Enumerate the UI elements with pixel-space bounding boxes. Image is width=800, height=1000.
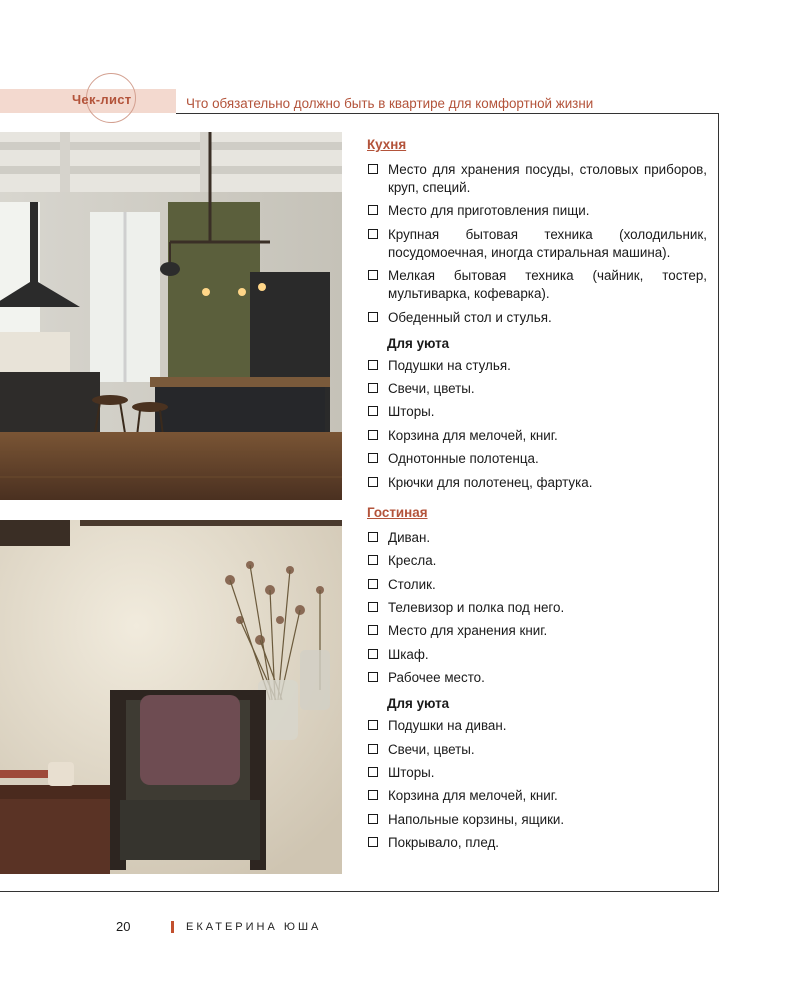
list-item[interactable] [367, 834, 707, 852]
list-item[interactable] [367, 717, 707, 735]
living-room-photo [0, 520, 342, 874]
list-item[interactable] [367, 403, 707, 421]
footer-accent-bar [171, 921, 174, 933]
list-item[interactable] [367, 309, 707, 327]
list-item[interactable] [367, 552, 707, 570]
list-item-label: Свечи, цветы. [388, 741, 475, 757]
checkbox-icon[interactable] [368, 453, 378, 463]
box-border-right [718, 113, 719, 892]
checklist-tag: Чек-лист [72, 92, 132, 107]
list-item[interactable] [367, 450, 707, 468]
list-item-label: Место для хранения книг. [388, 623, 548, 639]
list-item[interactable] [367, 267, 707, 303]
list-item-label: Подушки на диван. [388, 718, 507, 734]
list-item-label: Покрывало, плед. [388, 835, 500, 851]
kitchen-comfort-list [367, 357, 707, 492]
box-border-bottom [0, 891, 719, 892]
list-item-label: Свечи, цветы. [388, 380, 475, 396]
kitchen-photo [0, 132, 342, 500]
author-name: ЕКАТЕРИНА ЮША [186, 921, 322, 933]
list-item-label: Телевизор и полка под него. [388, 600, 565, 616]
list-item-label: Однотонные полотенца. [388, 451, 539, 467]
list-item-label: Обеденный стол и стулья. [388, 309, 552, 325]
section-title-kitchen: Кухня [367, 137, 407, 152]
checkbox-icon[interactable] [368, 790, 378, 800]
checkbox-icon[interactable] [368, 625, 378, 635]
checklist [367, 135, 707, 858]
list-item-label: Подушки на стулья. [388, 357, 511, 373]
list-item[interactable] [367, 599, 707, 617]
checkbox-icon[interactable] [368, 579, 378, 589]
list-item-label: Кресла. [388, 553, 437, 569]
list-item-label: Корзина для мелочей, книг. [388, 427, 558, 443]
checkbox-icon[interactable] [368, 744, 378, 754]
checkbox-icon[interactable] [368, 532, 378, 542]
list-item[interactable] [367, 380, 707, 398]
list-item[interactable] [367, 161, 707, 197]
list-item-label: Крючки для полотенец, фартука. [388, 474, 593, 490]
list-item[interactable] [367, 427, 707, 445]
list-item[interactable] [367, 202, 707, 220]
checkbox-icon[interactable] [368, 649, 378, 659]
page-title: Что обязательно должно быть в квартире для комфортной жизни [186, 96, 594, 111]
checkbox-icon[interactable] [368, 312, 378, 322]
list-item-label: Корзина для мелочей, книг. [388, 788, 558, 804]
list-item-label: Шторы. [388, 765, 435, 781]
checkbox-icon[interactable] [368, 164, 378, 174]
list-item[interactable] [367, 474, 707, 492]
subsection-title-comfort-living: Для уюта [387, 696, 450, 712]
list-item[interactable] [367, 622, 707, 640]
checkbox-icon[interactable] [368, 270, 378, 280]
list-item[interactable] [367, 529, 707, 547]
list-item-label: Шкаф. [388, 646, 429, 662]
list-item-label: Шторы. [388, 404, 435, 420]
checkbox-icon[interactable] [368, 602, 378, 612]
list-item[interactable] [367, 576, 707, 594]
living-items-list [367, 529, 707, 687]
list-item-label: Крупная бытовая техника (холодильник, посудомоечная, иногда стиральная машина). [388, 226, 707, 260]
kitchen-items-list [367, 161, 707, 327]
checkbox-icon[interactable] [368, 672, 378, 682]
list-item-label: Напольные корзины, ящики. [388, 811, 565, 827]
subsection-title-comfort-kitchen: Для уюта [387, 335, 450, 351]
list-item[interactable] [367, 764, 707, 782]
checkbox-icon[interactable] [368, 205, 378, 215]
list-item-label: Мелкая бытовая техника (чайник, тостер, мультиварка, кофеварка). [388, 268, 707, 302]
header-rule [176, 113, 718, 114]
checkbox-icon[interactable] [368, 406, 378, 416]
checkbox-icon[interactable] [368, 814, 378, 824]
checkbox-icon[interactable] [368, 555, 378, 565]
checkbox-icon[interactable] [368, 360, 378, 370]
list-item-label: Рабочее место. [388, 670, 485, 686]
list-item[interactable] [367, 741, 707, 759]
list-item[interactable] [367, 787, 707, 805]
list-item[interactable] [367, 357, 707, 375]
list-item[interactable] [367, 226, 707, 262]
list-item[interactable] [367, 669, 707, 687]
list-item[interactable] [367, 646, 707, 664]
checkbox-icon[interactable] [368, 383, 378, 393]
living-comfort-list [367, 717, 707, 852]
list-item-label: Столик. [388, 576, 436, 592]
checkbox-icon[interactable] [368, 229, 378, 239]
checkbox-icon[interactable] [368, 477, 378, 487]
page-number: 20 [116, 919, 131, 934]
checkbox-icon[interactable] [368, 767, 378, 777]
section-title-living-room: Гостиная [367, 504, 428, 520]
checkbox-icon[interactable] [368, 720, 378, 730]
checkbox-icon[interactable] [368, 430, 378, 440]
list-item-label: Место для хранения посуды, столовых приборов, круп, специй. [388, 162, 707, 195]
list-item[interactable] [367, 811, 707, 829]
list-item-label: Место для приготовления пищи. [388, 203, 590, 219]
checkbox-icon[interactable] [368, 837, 378, 847]
list-item-label: Диван. [388, 529, 431, 545]
